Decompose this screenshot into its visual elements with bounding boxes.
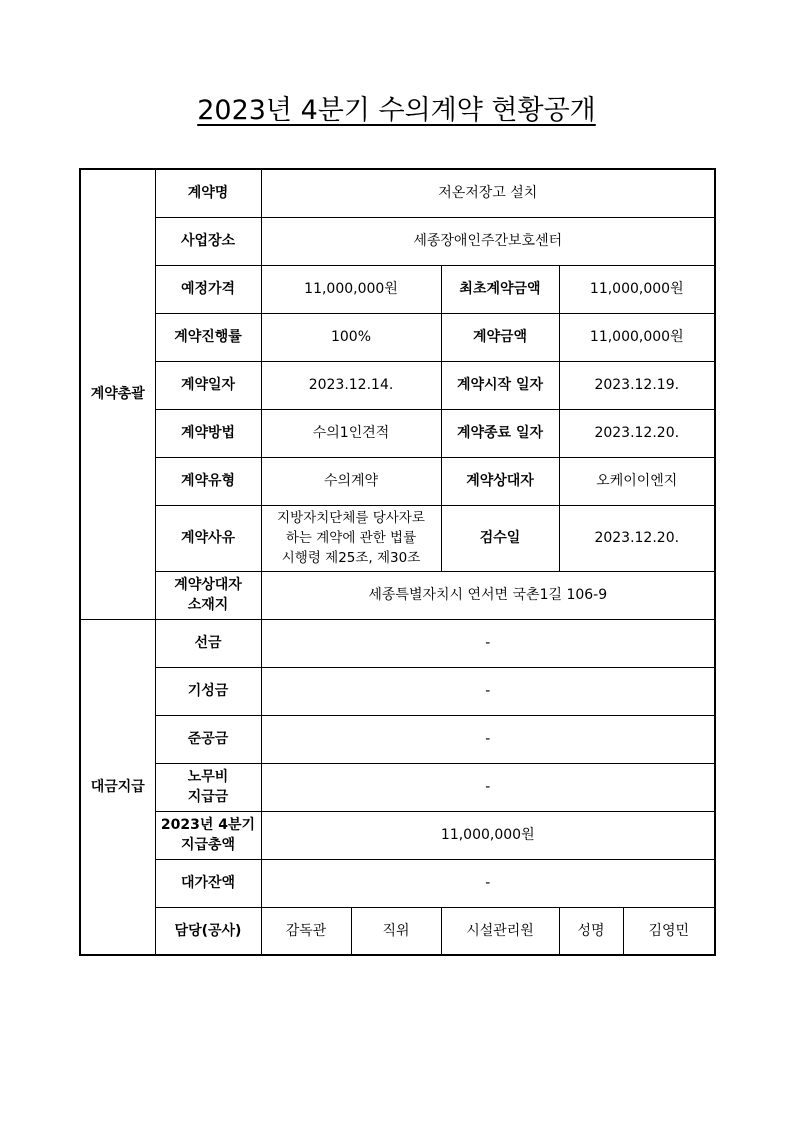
inspection-label: 검수일 xyxy=(441,505,559,571)
role-label: 감독관 xyxy=(261,907,351,955)
amount-value: 11,000,000원 xyxy=(559,313,715,361)
amount-label: 계약금액 xyxy=(441,313,559,361)
manager-label: 담당(공사) xyxy=(155,907,261,955)
advance-label: 선금 xyxy=(155,619,261,667)
position-value: 시설관리원 xyxy=(441,907,559,955)
total-value: 11,000,000원 xyxy=(261,811,715,859)
page-title: 2023년 4분기 수의계약 현황공개 xyxy=(197,95,596,126)
name-label: 성명 xyxy=(559,907,623,955)
party-value: 오케이이엔지 xyxy=(559,457,715,505)
advance-value: - xyxy=(261,619,715,667)
labor-label: 노무비 지급금 xyxy=(155,763,261,811)
name-value: 김영민 xyxy=(623,907,715,955)
site-value: 세종장애인주간보호센터 xyxy=(261,217,715,265)
balance-label: 대가잔액 xyxy=(155,859,261,907)
party-address-label: 계약상대자 소재지 xyxy=(155,571,261,619)
type-label: 계약유형 xyxy=(155,457,261,505)
position-label: 직위 xyxy=(351,907,441,955)
party-address-value: 세종특별자치시 연서면 국촌1길 106-9 xyxy=(261,571,715,619)
progress-value: 100% xyxy=(261,313,441,361)
type-value: 수의계약 xyxy=(261,457,441,505)
contract-table xyxy=(79,168,716,956)
est-price-label: 예정가격 xyxy=(155,265,261,313)
reason-value: 지방자치단체를 당사자로 하는 계약에 관한 법률 시행령 제25조, 제30조 xyxy=(261,505,441,571)
payment-section-label: 대금지급 xyxy=(80,619,155,955)
total-label: 2023년 4분기 지급총액 xyxy=(155,811,261,859)
date-label: 계약일자 xyxy=(155,361,261,409)
reason-label: 계약사유 xyxy=(155,505,261,571)
partial-label: 기성금 xyxy=(155,667,261,715)
est-price-value: 11,000,000원 xyxy=(261,265,441,313)
contract-name-value: 저온저장고 설치 xyxy=(261,169,715,217)
party-label: 계약상대자 xyxy=(441,457,559,505)
initial-amount-value: 11,000,000원 xyxy=(559,265,715,313)
initial-amount-label: 최초계약금액 xyxy=(441,265,559,313)
start-date-label: 계약시작 일자 xyxy=(441,361,559,409)
balance-value: - xyxy=(261,859,715,907)
end-date-label: 계약종료 일자 xyxy=(441,409,559,457)
summary-section-label: 계약총괄 xyxy=(80,169,155,619)
completion-value: - xyxy=(261,715,715,763)
inspection-value: 2023.12.20. xyxy=(559,505,715,571)
method-value: 수의1인견적 xyxy=(261,409,441,457)
labor-value: - xyxy=(261,763,715,811)
site-label: 사업장소 xyxy=(155,217,261,265)
end-date-value: 2023.12.20. xyxy=(559,409,715,457)
start-date-value: 2023.12.19. xyxy=(559,361,715,409)
contract-name-label: 계약명 xyxy=(155,169,261,217)
progress-label: 계약진행률 xyxy=(155,313,261,361)
partial-value: - xyxy=(261,667,715,715)
method-label: 계약방법 xyxy=(155,409,261,457)
completion-label: 준공금 xyxy=(155,715,261,763)
date-value: 2023.12.14. xyxy=(261,361,441,409)
